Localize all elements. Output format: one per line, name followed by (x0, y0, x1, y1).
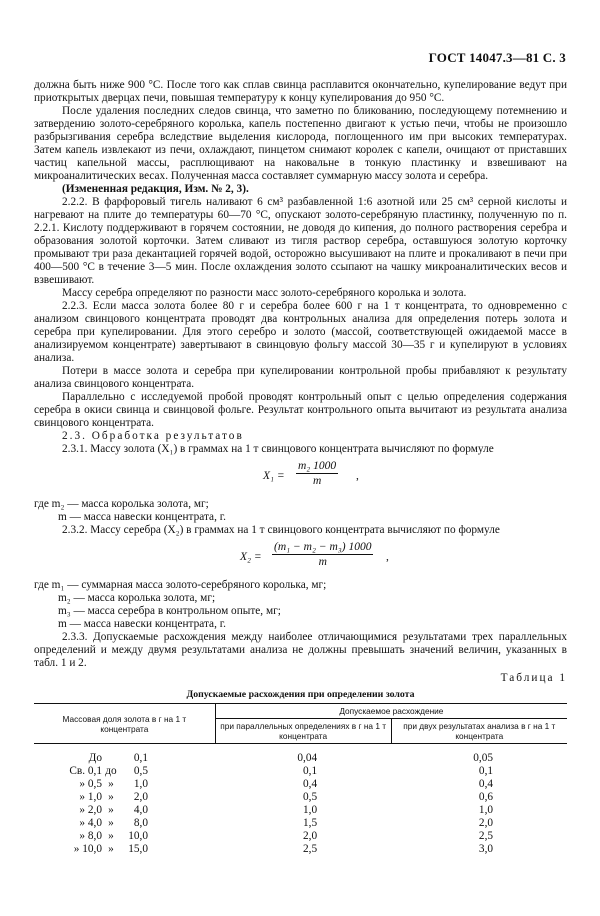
cell-parallel (215, 744, 391, 766)
definition: где m₂ — масса королька золота, мг; (34, 498, 209, 510)
range-part: » 8,0 (79, 830, 102, 842)
section-2-2-3: 2.2.3. Если масса золота более 80 г и серебра более 600 г на 1 т концентрата, то одновременно с анализом свинцового концентрата проводят два контрольных анализа для определения потерь золота и серебра при купелировании. Для этого серебро и золото (массой, соответствующей ожидаемой массе в анализируемом концентрате) завертывают в свинцовую фольгу массой 30—35 г и купелируют в условиях анализа. (34, 300, 567, 364)
range-part: » 0,5 (79, 778, 102, 790)
formula-fraction (296, 460, 338, 488)
formula-lhs: X₂ = (240, 551, 262, 563)
column-group-header: Допускаемое расхождение (215, 704, 567, 719)
value: 1,0 (303, 804, 318, 816)
definition: m₂ — масса королька золота, мг; (58, 592, 216, 604)
range-part: 0,1 (133, 752, 148, 764)
cell-mass-fraction (34, 744, 215, 766)
page-header: ГОСТ 14047.3—81 С. 3 (428, 50, 566, 65)
table-row (34, 778, 567, 791)
section-2-3-heading: 2.3. Обработка результатов (62, 430, 244, 442)
section-2-3-1: 2.3.1. Массу золота (X₁) в граммах на 1 т свинцового концентрата вычисляют по формуле (62, 443, 494, 455)
table-row (34, 804, 567, 817)
formula-silver (34, 541, 567, 575)
cell-parallel (215, 830, 391, 843)
definition: m — масса навески концентрата, г. (58, 511, 226, 523)
cell-mass-fraction (34, 791, 215, 804)
formula-lhs: X₁ = (263, 470, 285, 482)
column-header-parallel: при параллельных определениях в г на 1 т концентрата (215, 719, 391, 744)
range-part: 1,0 (133, 778, 148, 790)
range-part: » (108, 791, 114, 803)
paragraph: должна быть ниже 900 °С. После того как сплав свинца расплавится окончательно, купелирование ведут при приоткрытых дверцах печи, повышая температуру к концу купелирования до 950 °С. (34, 79, 567, 104)
range (50, 843, 148, 856)
cell-two-results (391, 817, 567, 830)
table-row (34, 817, 567, 830)
range (50, 804, 148, 817)
cell-two-results (391, 830, 567, 843)
range-part: 10,0 (128, 830, 148, 842)
value: 0,04 (297, 752, 318, 764)
range-part: 8,0 (133, 817, 148, 829)
document-body (34, 79, 567, 856)
table-row (34, 791, 567, 804)
cell-two-results (391, 765, 567, 778)
value: 1,5 (303, 817, 318, 829)
section-2-2-2: 2.2.2. В фарфоровый тигель наливают 6 см³ разбавленной 1:6 азотной или 25 см³ серной кислоты и нагревают на плите до температуры 60—70 °С, опускают золото-серебряную пластинку, полученную по п. 2.2.1. Кислоту поддерживают в горячем состоянии, не доводя до кипения, до полного растворения серебра и образования золотой корточки. Затем сливают из тигля раствор серебра, оставшуюся золотую корточку промывают три раза декантацией горячей водой, осторожно высушивают на плите и прокаливают в печи при 400—500 °С в течение 3—5 мин. После охлаждения золото ссыпают на чашку микроаналитических весов и взвешивают. (34, 196, 567, 286)
table-row (34, 765, 567, 778)
cell-mass-fraction (34, 843, 215, 856)
table-row (34, 744, 567, 766)
paragraph: После удаления последних следов свинца, что заметно по бликованию, последующему потемнению и затвердению золото-серебряного королька, капель постепенно двигают к устью печи, чтобы не произошло разбрызгивания серебра вследствие выделения кислорода, поглощенного им при высоких температурах. Затем капель извлекают из печи, охлаждают, пинцетом снимают королек с капели, очищают от приставших частиц капельной массы, расплющивают на наковальне в тонкую пластинку и взвешивают на микроаналитических весах. Полученная масса составляет суммарную массу золота и серебра. (34, 105, 567, 182)
paragraph: Потери в массе золота и серебра при купелировании контрольной пробы прибавляют к результату анализа свинцового концентрата. (34, 365, 567, 390)
range-part: 0,5 (133, 765, 148, 777)
cell-parallel (215, 843, 391, 856)
table-row (34, 830, 567, 843)
cell-parallel (215, 778, 391, 791)
formula-silver-definitions (34, 579, 567, 631)
cell-mass-fraction (34, 804, 215, 817)
formula-fraction (272, 541, 373, 569)
cell-mass-fraction (34, 778, 215, 791)
range-part: » 2,0 (79, 804, 102, 816)
value: 0,05 (473, 752, 494, 764)
range (50, 778, 148, 791)
cell-parallel (215, 791, 391, 804)
definition: m — масса навески концентрата, г. (58, 618, 226, 630)
cell-mass-fraction (34, 765, 215, 778)
range-part: 2,0 (133, 791, 148, 803)
range (50, 791, 148, 804)
value: 1,0 (478, 804, 494, 816)
cell-mass-fraction (34, 830, 215, 843)
range-part: » 1,0 (79, 791, 102, 803)
value: 2,0 (303, 830, 318, 842)
formula-tail: , (386, 551, 389, 563)
range-part: До (88, 752, 102, 764)
formula-tail: , (356, 470, 359, 482)
paragraph: Параллельно с исследуемой пробой проводят контрольный опыт с целью определения содержания серебра в окиси свинца и свинцовой фольге. Результат контрольного опыта вычитают из результата анализа свинцового концентрата. (34, 391, 567, 429)
table-number: Таблица 1 (500, 672, 567, 684)
paragraph: Массу серебра определяют по разности масс золото-серебряного королька и золота. (62, 287, 467, 299)
table-row (34, 843, 567, 856)
range-part: 4,0 (133, 804, 148, 816)
range (50, 765, 148, 778)
value: 2,5 (303, 843, 318, 855)
section-2-3-3: 2.3.3. Допускаемые расхождения между наиболее отличающимися результатами трех параллельных определений и между двумя результатами анализа не должны превышать значений величин, указанных в табл. 1 и 2. (34, 631, 567, 669)
range (50, 752, 148, 765)
value: 3,0 (478, 843, 494, 855)
range (50, 817, 148, 830)
range-part: 15,0 (128, 843, 148, 855)
value: 0,1 (303, 765, 318, 777)
tolerance-table (34, 703, 567, 856)
table-body (34, 744, 567, 857)
column-header-two-results: при двух результатах анализа в г на 1 т концентрата (391, 719, 567, 744)
formula-denominator: m (312, 475, 322, 487)
definition: где m₁ — суммарная масса золото-серебряного королька, мг; (34, 579, 327, 591)
section-2-3-2: 2.3.2. Массу серебра (X₂) в граммах на 1 т свинцового концентрата вычисляют по формуле (62, 524, 500, 536)
formula-numerator: (m₁ − m₂ − m₃) 1000 (274, 541, 372, 553)
cell-parallel (215, 817, 391, 830)
range-part: » (108, 843, 114, 855)
cell-mass-fraction (34, 817, 215, 830)
range (50, 830, 148, 843)
value: 0,4 (303, 778, 318, 790)
formula-denominator: m (318, 556, 327, 568)
cell-two-results (391, 744, 567, 766)
range-part: » 4,0 (79, 817, 102, 829)
value: 2,5 (478, 830, 494, 842)
table-caption: Допускаемые расхождения при определении золота (186, 689, 415, 700)
amendment-note: (Измененная редакция, Изм. № 2, 3). (62, 183, 249, 195)
cell-two-results (391, 791, 567, 804)
cell-two-results (391, 843, 567, 856)
range-part: » (108, 804, 114, 816)
value: 2,0 (478, 817, 494, 829)
range-part: » (108, 778, 114, 790)
cell-two-results (391, 804, 567, 817)
definition: m₃ — масса серебра в контрольном опыте, мг; (58, 605, 281, 617)
value: 0,4 (478, 778, 494, 790)
cell-parallel (215, 765, 391, 778)
range-part: » 10,0 (73, 843, 102, 855)
value: 0,1 (478, 765, 494, 777)
range-part: » (108, 830, 114, 842)
cell-parallel (215, 804, 391, 817)
value: 0,5 (303, 791, 318, 803)
cell-two-results (391, 778, 567, 791)
formula-numerator: m₂ 1000 (298, 460, 337, 472)
range-part: до (105, 765, 117, 777)
range-part: Св. 0,1 (69, 765, 102, 777)
column-header-mass-fraction: Массовая доля золота в г на 1 т концентрата (34, 704, 215, 744)
range-part: » (108, 817, 114, 829)
value: 0,6 (478, 791, 494, 803)
formula-gold (34, 460, 567, 494)
formula-gold-definitions (34, 498, 567, 524)
